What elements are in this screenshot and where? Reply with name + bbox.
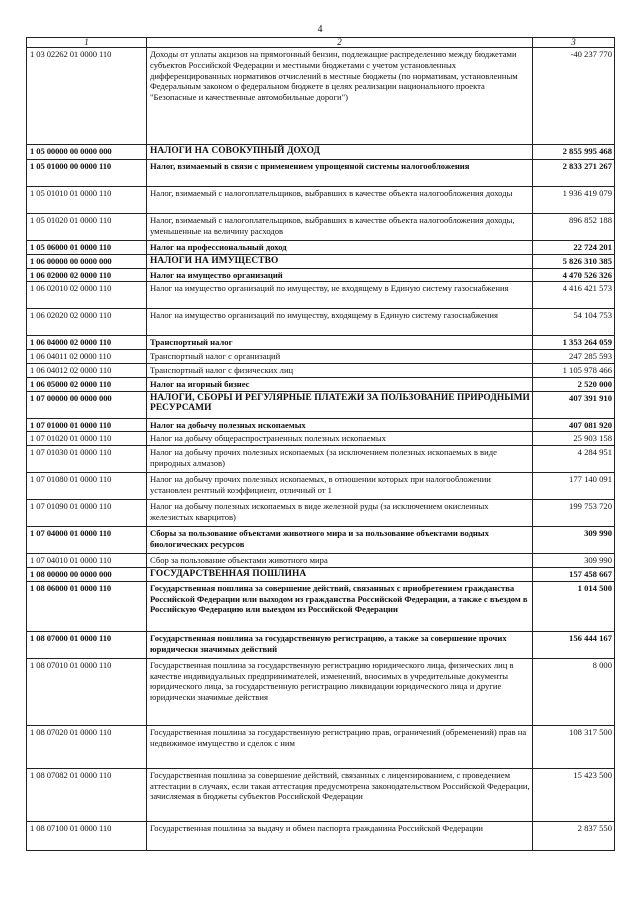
revenue-name-cell: Налог на добычу полезных ископаемых [147, 418, 533, 432]
amount-cell: 157 458 667 [533, 567, 615, 581]
table-row [27, 567, 615, 581]
amount-cell: 177 140 091 [533, 473, 615, 500]
revenue-name-cell: НАЛОГИ, СБОРЫ И РЕГУЛЯРНЫЕ ПЛАТЕЖИ ЗА ПОЛЬЗОВАНИЕ ПРИРОДНЫМИ РЕСУРСАМИ [147, 391, 533, 418]
revenue-name-cell: Транспортный налог [147, 336, 533, 350]
budget-code-cell: 1 06 02000 02 0000 110 [27, 268, 147, 282]
revenue-name-cell: ГОСУДАРСТВЕННАЯ ПОШЛИНА [147, 567, 533, 581]
column-header-amount: 3 [533, 38, 615, 48]
budget-code-cell: 1 05 01010 01 0000 110 [27, 187, 147, 214]
amount-cell: 2 520 000 [533, 377, 615, 391]
table-row [27, 48, 615, 145]
budget-code-cell: 1 07 01080 01 0000 110 [27, 473, 147, 500]
amount-cell: 309 990 [533, 554, 615, 568]
revenue-name-cell: Доходы от уплаты акцизов на прямогонный бензин, подлежащие распределению между бюджетами субъектов Российской Федерации и местными бюджетами с учетом установленных дифференцированных нормативов отчислений в местные бюджеты (по нормативам, установленным Федеральным законом о федеральном бюджете в целях реализации национального проекта "Безопасные и качественные автомобильные дороги") [147, 48, 533, 145]
budget-code-cell: 1 08 07020 01 0000 110 [27, 725, 147, 768]
table-row [27, 725, 615, 768]
budget-code-cell: 1 08 06000 01 0000 110 [27, 581, 147, 631]
column-number-row [27, 38, 615, 48]
revenue-name-cell: Транспортный налог с организаций [147, 350, 533, 364]
budget-code-cell: 1 05 00000 00 0000 000 [27, 145, 147, 160]
table-row [27, 241, 615, 255]
table-row [27, 821, 615, 850]
budget-revenue-table [26, 37, 615, 851]
amount-cell: 15 423 500 [533, 768, 615, 821]
table-row [27, 160, 615, 187]
column-header-name: 2 [147, 38, 533, 48]
budget-code-cell: 1 06 00000 00 0000 000 [27, 254, 147, 268]
amount-cell: 1 353 264 059 [533, 336, 615, 350]
revenue-name-cell: Налог на добычу прочих полезных ископаемых (за исключением полезных ископаемых в виде природных алмазов) [147, 446, 533, 473]
amount-cell: 407 081 920 [533, 418, 615, 432]
table-row [27, 145, 615, 160]
table-row [27, 768, 615, 821]
table-row [27, 432, 615, 446]
budget-code-cell: 1 07 04010 01 0000 110 [27, 554, 147, 568]
amount-cell: 247 285 593 [533, 350, 615, 364]
amount-cell: 25 903 158 [533, 432, 615, 446]
amount-cell: 5 826 310 385 [533, 254, 615, 268]
amount-cell: 4 416 421 573 [533, 282, 615, 309]
budget-code-cell: 1 08 07010 01 0000 110 [27, 658, 147, 725]
budget-code-cell: 1 07 01020 01 0000 110 [27, 432, 147, 446]
amount-cell: 2 837 550 [533, 821, 615, 850]
table-row [27, 254, 615, 268]
amount-cell: 4 470 526 326 [533, 268, 615, 282]
amount-cell: 199 753 720 [533, 500, 615, 527]
revenue-name-cell: Налог на имущество организаций [147, 268, 533, 282]
revenue-name-cell: Налог, взимаемый в связи с применением упрощенной системы налогообложения [147, 160, 533, 187]
revenue-name-cell: Налог на добычу прочих полезных ископаемых, в отношении которых при налогообложении установлен рентный коэффициент, отличный от 1 [147, 473, 533, 500]
table-row [27, 446, 615, 473]
revenue-name-cell: Транспортный налог с физических лиц [147, 363, 533, 377]
budget-code-cell: 1 06 04000 02 0000 110 [27, 336, 147, 350]
amount-cell: 309 990 [533, 527, 615, 554]
budget-code-cell: 1 05 01020 01 0000 110 [27, 214, 147, 241]
budget-code-cell: 1 07 04000 01 0000 110 [27, 527, 147, 554]
table-row [27, 363, 615, 377]
table-row [27, 500, 615, 527]
amount-cell: 1 014 500 [533, 581, 615, 631]
amount-cell: 8 000 [533, 658, 615, 725]
table-row [27, 214, 615, 241]
table-row [27, 187, 615, 214]
revenue-name-cell: Государственная пошлина за государственную регистрацию прав, ограничений (обременений) прав на недвижимое имущество и сделок с ним [147, 725, 533, 768]
revenue-name-cell: Государственная пошлина за государственную регистрацию, а также за совершение прочих юридически значимых действий [147, 631, 533, 658]
table-row [27, 336, 615, 350]
revenue-name-cell: Налог на игорный бизнес [147, 377, 533, 391]
amount-cell: 54 104 753 [533, 309, 615, 336]
budget-code-cell: 1 06 04012 02 0000 110 [27, 363, 147, 377]
revenue-name-cell: Налог, взимаемый с налогоплательщиков, выбравших в качестве объекта налогообложения доходы, уменьшенные на величину расходов [147, 214, 533, 241]
table-row [27, 282, 615, 309]
table-row [27, 350, 615, 364]
table-row [27, 391, 615, 418]
budget-code-cell: 1 06 04011 02 0000 110 [27, 350, 147, 364]
amount-cell: 896 852 188 [533, 214, 615, 241]
revenue-name-cell: НАЛОГИ НА СОВОКУПНЫЙ ДОХОД [147, 145, 533, 160]
budget-code-cell: 1 07 01090 01 0000 110 [27, 500, 147, 527]
budget-code-cell: 1 08 00000 00 0000 000 [27, 567, 147, 581]
budget-code-cell: 1 07 01030 01 0000 110 [27, 446, 147, 473]
amount-cell: 4 284 951 [533, 446, 615, 473]
budget-code-cell: 1 06 05000 02 0000 110 [27, 377, 147, 391]
table-row [27, 631, 615, 658]
table-row [27, 418, 615, 432]
budget-code-cell: 1 05 06000 01 0000 110 [27, 241, 147, 255]
table-row [27, 473, 615, 500]
budget-code-cell: 1 08 07100 01 0000 110 [27, 821, 147, 850]
revenue-name-cell: Налог на имущество организаций по имуществу, входящему в Единую систему газоснабжения [147, 309, 533, 336]
budget-code-cell: 1 07 01000 01 0000 110 [27, 418, 147, 432]
table-row [27, 309, 615, 336]
table-row [27, 581, 615, 631]
table-row [27, 377, 615, 391]
budget-code-cell: 1 03 02262 01 0000 110 [27, 48, 147, 145]
revenue-name-cell: Налог на имущество организаций по имуществу, не входящему в Единую систему газоснабжения [147, 282, 533, 309]
budget-code-cell: 1 06 02020 02 0000 110 [27, 309, 147, 336]
revenue-name-cell: НАЛОГИ НА ИМУЩЕСТВО [147, 254, 533, 268]
amount-cell: 22 724 201 [533, 241, 615, 255]
revenue-name-cell: Налог, взимаемый с налогоплательщиков, выбравших в качестве объекта налогообложения доходы [147, 187, 533, 214]
amount-cell: -40 237 770 [533, 48, 615, 145]
table-row [27, 527, 615, 554]
amount-cell: 156 444 167 [533, 631, 615, 658]
amount-cell: 2 833 271 267 [533, 160, 615, 187]
revenue-name-cell: Сбор за пользование объектами животного мира [147, 554, 533, 568]
table-row [27, 658, 615, 725]
revenue-name-cell: Налог на добычу полезных ископаемых в виде железной руды (за исключением окисленных железистых кварцитов) [147, 500, 533, 527]
budget-code-cell: 1 08 07000 01 0000 110 [27, 631, 147, 658]
amount-cell: 1 936 419 079 [533, 187, 615, 214]
page-number: 4 [317, 24, 323, 35]
amount-cell: 1 105 978 466 [533, 363, 615, 377]
amount-cell: 2 855 995 468 [533, 145, 615, 160]
budget-code-cell: 1 07 00000 00 0000 000 [27, 391, 147, 418]
revenue-name-cell: Государственная пошлина за государственную регистрацию юридического лица, физических лиц в качестве индивидуальных предпринимателей, изменений, вносимых в учредительные документы юридического лица, за государственную регистрацию ликвидации юридического лица и другие юридически значимые действия [147, 658, 533, 725]
revenue-name-cell: Сборы за пользование объектами животного мира и за пользование объектами водных биологических ресурсов [147, 527, 533, 554]
amount-cell: 108 317 500 [533, 725, 615, 768]
budget-code-cell: 1 06 02010 02 0000 110 [27, 282, 147, 309]
revenue-name-cell: Налог на профессиональный доход [147, 241, 533, 255]
table-row [27, 268, 615, 282]
budget-code-cell: 1 08 07082 01 0000 110 [27, 768, 147, 821]
revenue-name-cell: Налог на добычу общераспространенных полезных ископаемых [147, 432, 533, 446]
budget-code-cell: 1 05 01000 00 0000 110 [27, 160, 147, 187]
revenue-name-cell: Государственная пошлина за выдачу и обмен паспорта гражданина Российской Федерации [147, 821, 533, 850]
column-header-code: 1 [27, 38, 147, 48]
table-row [27, 554, 615, 568]
revenue-name-cell: Государственная пошлина за совершение действий, связанных с приобретением гражданства Российской Федерации или выходом из гражданства Российской Федерации, а также с въездом в Российскую Федерацию или выездом из Российской Федерации [147, 581, 533, 631]
table-body [27, 48, 615, 851]
amount-cell: 407 391 910 [533, 391, 615, 418]
revenue-name-cell: Государственная пошлина за совершение действий, связанных с лицензированием, с проведением аттестации в случаях, если такая аттестация предусмотрена законодательством Российской Федерации, зачисляемая в бюджеты субъектов Российской Федерации [147, 768, 533, 821]
